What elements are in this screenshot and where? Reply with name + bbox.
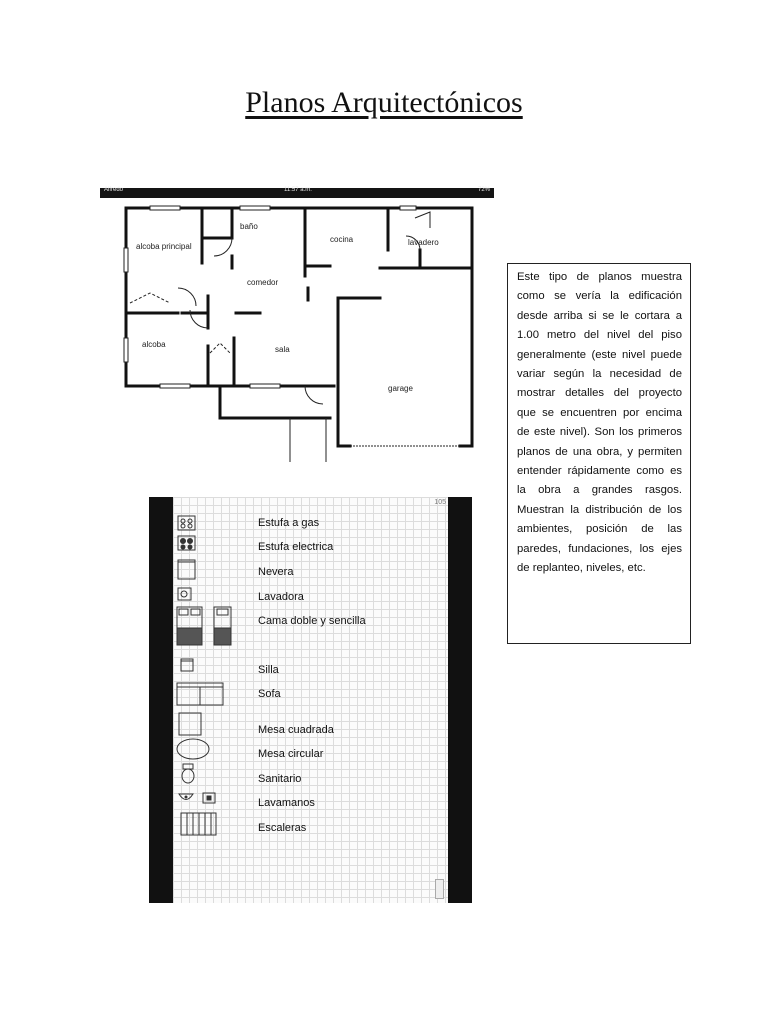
room-comedor: comedor [247,278,279,287]
floor-plan [100,188,494,462]
legend-label-stairs: Escaleras [258,822,307,834]
status-left: Alfredo [104,187,124,193]
legend-label-washer: Lavadora [258,591,304,603]
chair-icon [181,659,193,671]
legend-label-electric-stove: Estufa electrica [258,541,334,553]
page-title: Planos Arquitectónicos [245,86,523,119]
electric-stove-icon [178,536,195,550]
washer-icon [178,588,191,600]
legend-label-square-table: Mesa cuadrada [258,724,334,736]
room-alcoba-principal: alcoba principal [136,242,192,251]
legend-label-sofa: Sofa [258,688,281,700]
stairs-icon [181,813,216,835]
status-battery: 72% [477,187,490,193]
legend-label-round-table: Mesa circular [258,748,324,760]
legend-label-sink: Lavamanos [258,797,315,809]
legend-label-fridge: Nevera [258,566,294,578]
symbol-legend [149,497,472,903]
plan-status-bar [100,188,494,198]
toilet-icon [182,764,194,783]
bed-icon [177,607,231,645]
room-bano: baño [240,222,258,231]
legend-label-bed: Cama doble y sencilla [258,615,366,627]
fridge-icon [178,560,195,579]
room-lavadero: lavadero [408,238,439,247]
legend-label-toilet: Sanitario [258,773,302,785]
room-sala: sala [275,345,290,354]
floor-plan-drawing [100,188,494,462]
description-text: Este tipo de planos muestra como se vería la edificación desde arriba si se le cortara a 1.00 metro del nivel del piso generalmente (este nivel puede variar según la necesidad de mostrar detalles del proyecto que se encuentren por encima de este nivel). Son los primeros planos de una obra, y permiten entender rápidamente como es la obra a grandes rasgos. Muestran la distribución de los ambientes, posición de las paredes, fundaciones, los ejes de replanteo, niveles, etc. [517,271,682,575]
room-alcoba: alcoba [142,340,166,349]
sink-icon [179,793,215,803]
legend-scroll-handle[interactable] [435,879,444,899]
status-time: 11:57 a.m. [284,187,312,193]
description-box [507,263,691,644]
gas-stove-icon [178,516,195,530]
legend-page-number: 105 [434,499,446,506]
legend-label-chair: Silla [258,664,279,676]
legend-label-gas-stove: Estufa a gas [258,517,320,529]
square-table-icon [179,713,201,735]
legend-grid [173,497,448,903]
room-cocina: cocina [330,235,354,244]
round-table-icon [177,739,209,759]
room-garage: garage [388,384,413,393]
sofa-icon [177,683,223,705]
legend-icons [173,497,448,903]
